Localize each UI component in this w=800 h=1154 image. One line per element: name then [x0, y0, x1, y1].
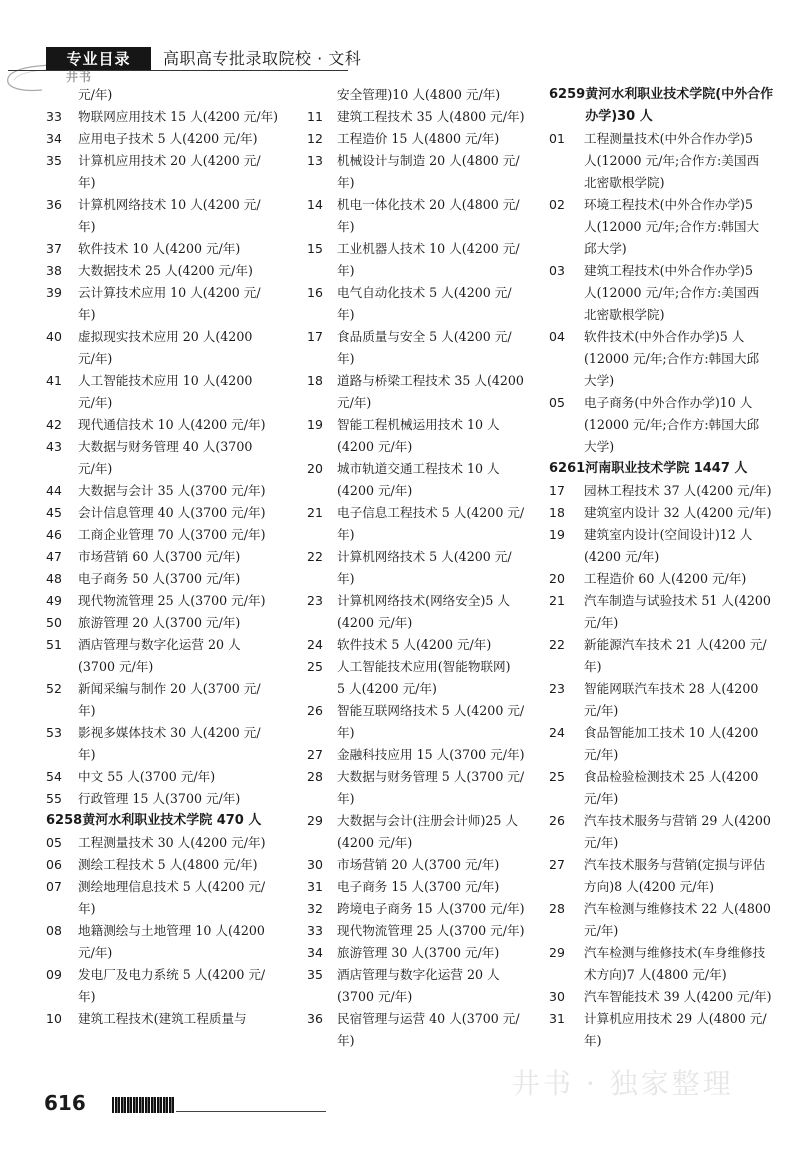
program-code: 19: [549, 527, 565, 542]
school-heading: [46, 810, 281, 832]
program-code: 23: [307, 593, 323, 608]
list-item: [307, 458, 529, 502]
program-code: 32: [307, 901, 323, 916]
program-text: 元/年): [78, 87, 113, 102]
program-text: 现代物流管理 25 人(3700 元/年): [337, 923, 525, 938]
list-item: [549, 194, 781, 260]
program-text: 道路与桥梁工程技术 35 人(4200 元/年): [337, 373, 524, 410]
program-code: [307, 84, 337, 106]
program-code: 35: [46, 153, 62, 168]
program-text: 汽车技术服务与营销(定损与评估 方向)8 人(4200 元/年): [584, 857, 766, 894]
list-item: [46, 854, 281, 876]
program-code: 11: [307, 109, 323, 124]
program-text: 城市轨道交通工程技术 10 人 (4200 元/年): [337, 461, 500, 498]
list-item: [46, 590, 281, 612]
program-text: 民宿管理与运营 40 人(3700 元/ 年): [337, 1011, 520, 1048]
list-item: [46, 502, 281, 524]
program-code: 47: [46, 549, 62, 564]
program-code: 46: [46, 527, 62, 542]
program-code: 41: [46, 373, 62, 388]
program-text: 建筑室内设计 32 人(4200 元/年): [584, 505, 772, 520]
list-item: [307, 854, 529, 876]
list-item: [46, 568, 281, 590]
program-code: 25: [307, 659, 323, 674]
list-item: [307, 590, 529, 634]
program-text: 大数据与财务管理 40 人(3700 元/年): [78, 439, 253, 476]
list-item: [307, 920, 529, 942]
list-item: [46, 260, 281, 282]
program-text: 酒店管理与数字化运营 20 人 (3700 元/年): [337, 967, 500, 1004]
program-text: 大数据与会计 35 人(3700 元/年): [78, 483, 266, 498]
program-text: 汽车智能技术 39 人(4200 元/年): [584, 989, 772, 1004]
program-code: 48: [46, 571, 62, 586]
list-item: [307, 84, 529, 106]
list-item: [46, 1008, 281, 1030]
program-text: 工程测量技术(中外合作办学)5 人(12000 元/年;合作方:美国西 北密歇根学院): [584, 131, 760, 190]
list-item: [549, 524, 781, 568]
program-text: 现代通信技术 10 人(4200 元/年): [78, 417, 266, 432]
list-item: [307, 326, 529, 370]
section-subtitle: 高职高专批录取院校 · 文科: [163, 49, 362, 68]
program-text: 计算机应用技术 29 人(4800 元/ 年): [584, 1011, 767, 1048]
list-item: [46, 920, 281, 964]
program-code: 24: [549, 725, 565, 740]
program-code: 33: [46, 109, 62, 124]
list-item: [307, 810, 529, 854]
program-code: 25: [549, 769, 565, 784]
list-item: [46, 282, 281, 326]
program-code: 36: [307, 1011, 323, 1026]
list-item: [46, 150, 281, 194]
program-code: 37: [46, 241, 62, 256]
list-item: [307, 150, 529, 194]
program-text: 市场营销 60 人(3700 元/年): [78, 549, 241, 564]
program-text: 机电一体化技术 20 人(4800 元/ 年): [337, 197, 520, 234]
list-item: [307, 964, 529, 1008]
program-code: 05: [549, 395, 565, 410]
program-text: 云计算技术应用 10 人(4200 元/ 年): [78, 285, 261, 322]
program-text: 工程测量技术 30 人(4200 元/年): [78, 835, 266, 850]
list-item: [549, 128, 781, 194]
school-heading: [549, 458, 781, 480]
school-code: 6258: [46, 813, 83, 828]
program-code: 29: [307, 813, 323, 828]
list-item: [307, 238, 529, 282]
program-code: 55: [46, 791, 62, 806]
program-code: 07: [46, 879, 62, 894]
program-text: 电子商务 15 人(3700 元/年): [337, 879, 500, 894]
program-code: 52: [46, 681, 62, 696]
program-code: 38: [46, 263, 62, 278]
program-text: 发电厂及电力系统 5 人(4200 元/ 年): [78, 967, 266, 1004]
list-item: [307, 282, 529, 326]
program-text: 酒店管理与数字化运营 20 人 (3700 元/年): [78, 637, 241, 674]
list-item: [46, 414, 281, 436]
program-code: 40: [46, 329, 62, 344]
page-number: 616: [44, 1091, 86, 1115]
program-text: 计算机应用技术 20 人(4200 元/ 年): [78, 153, 261, 190]
list-item: [46, 194, 281, 238]
list-item: [307, 876, 529, 898]
program-text: 会计信息管理 40 人(3700 元/年): [78, 505, 266, 520]
list-item: [46, 766, 281, 788]
list-item: [549, 392, 781, 458]
program-text: 大数据与财务管理 5 人(3700 元/ 年): [337, 769, 525, 806]
list-item: [46, 238, 281, 260]
program-code: 26: [307, 703, 323, 718]
list-item: [46, 832, 281, 854]
program-text: 大数据与会计(注册会计师)25 人 (4200 元/年): [337, 813, 518, 850]
program-code: 43: [46, 439, 62, 454]
list-item: [46, 326, 281, 370]
school-code: 6261: [549, 461, 586, 476]
school-heading: [549, 84, 781, 128]
list-item: [307, 744, 529, 766]
program-code: 27: [307, 747, 323, 762]
program-text: 建筑工程技术 35 人(4800 元/年): [337, 109, 525, 124]
program-text: 电子商务 50 人(3700 元/年): [78, 571, 241, 586]
program-code: 44: [46, 483, 62, 498]
school-code: 6259: [549, 87, 586, 102]
list-item: [549, 568, 781, 590]
list-item: [549, 502, 781, 524]
program-text: 智能网联汽车技术 28 人(4200 元/年): [584, 681, 759, 718]
header-rule: [8, 70, 348, 71]
program-text: 新闻采编与制作 20 人(3700 元/ 年): [78, 681, 261, 718]
program-text: 软件技术(中外合作办学)5 人 (12000 元/年;合作方:韩国大邱 大学): [584, 329, 760, 388]
program-text: 汽车技术服务与营销 29 人(4200 元/年): [584, 813, 771, 850]
list-item: [549, 326, 781, 392]
program-text: 食品质量与安全 5 人(4200 元/ 年): [337, 329, 512, 366]
program-code: 04: [549, 329, 565, 344]
program-text: 市场营销 20 人(3700 元/年): [337, 857, 500, 872]
list-item: [46, 788, 281, 810]
program-text: 工程造价 15 人(4800 元/年): [337, 131, 500, 146]
program-code: 30: [549, 989, 565, 1004]
list-item: [307, 1008, 529, 1052]
program-code: 34: [46, 131, 62, 146]
list-item: [307, 656, 529, 700]
page-header: [0, 0, 800, 92]
list-item: [46, 964, 281, 1008]
brand-mark: 井书: [66, 70, 93, 84]
school-name: 河南职业技术学院 1447 人: [585, 461, 748, 476]
program-text: 建筑室内设计(空间设计)12 人 (4200 元/年): [584, 527, 753, 564]
program-code: 45: [46, 505, 62, 520]
program-text: 计算机网络技术 10 人(4200 元/ 年): [78, 197, 261, 234]
list-item: [307, 128, 529, 150]
program-code: 35: [307, 967, 323, 982]
program-code: 30: [307, 857, 323, 872]
list-item: [46, 678, 281, 722]
program-code: 28: [307, 769, 323, 784]
program-text: 工业机器人技术 10 人(4200 元/ 年): [337, 241, 520, 278]
program-code: 50: [46, 615, 62, 630]
program-code: 51: [46, 637, 62, 652]
list-item: [549, 678, 781, 722]
watermark: 井书 · 独家整理: [512, 1067, 734, 1100]
list-item: [307, 106, 529, 128]
list-item: [46, 370, 281, 414]
program-code: 18: [307, 373, 323, 388]
program-text: 软件技术 10 人(4200 元/年): [78, 241, 241, 256]
column-1: [46, 84, 281, 1030]
program-text: 汽车制造与试验技术 51 人(4200 元/年): [584, 593, 771, 630]
program-text: 建筑工程技术(建筑工程质量与: [78, 1011, 247, 1026]
program-text: 测绘工程技术 5 人(4800 元/年): [78, 857, 258, 872]
program-text: 中文 55 人(3700 元/年): [78, 769, 216, 784]
column-3: [549, 84, 781, 1052]
list-item: [46, 106, 281, 128]
program-text: 人工智能技术应用(智能物联网) 5 人(4200 元/年): [337, 659, 511, 696]
program-code: 36: [46, 197, 62, 212]
list-item: [549, 898, 781, 942]
list-item: [549, 480, 781, 502]
program-text: 机械设计与制造 20 人(4800 元/ 年): [337, 153, 520, 190]
program-text: 计算机网络技术(网络安全)5 人 (4200 元/年): [337, 593, 510, 630]
program-code: 31: [307, 879, 323, 894]
program-code: 27: [549, 857, 565, 872]
program-code: 19: [307, 417, 323, 432]
list-item: [46, 546, 281, 568]
program-text: 食品检验检测技术 25 人(4200 元/年): [584, 769, 759, 806]
list-item: [307, 502, 529, 546]
list-item: [46, 84, 281, 106]
list-item: [46, 480, 281, 502]
program-code: 20: [307, 461, 323, 476]
list-item: [307, 370, 529, 414]
program-text: 现代物流管理 25 人(3700 元/年): [78, 593, 266, 608]
list-item: [307, 546, 529, 590]
program-code: 15: [307, 241, 323, 256]
program-code: 01: [549, 131, 565, 146]
program-code: 20: [549, 571, 565, 586]
school-name: 黄河水利职业技术学院(中外合作 办学)30 人: [585, 87, 774, 124]
program-code: 17: [307, 329, 323, 344]
list-item: [46, 634, 281, 678]
program-code: 12: [307, 131, 323, 146]
program-code: 03: [549, 263, 565, 278]
program-text: 软件技术 5 人(4200 元/年): [337, 637, 492, 652]
program-text: 安全管理)10 人(4800 元/年): [337, 87, 501, 102]
program-code: 09: [46, 967, 62, 982]
program-code: 18: [549, 505, 565, 520]
program-text: 汽车检测与维修技术(车身维修技 术方向)7 人(4800 元/年): [584, 945, 766, 982]
program-text: 汽车检测与维修技术 22 人(4800 元/年): [584, 901, 771, 938]
program-code: 17: [549, 483, 565, 498]
list-item: [307, 766, 529, 810]
list-item: [549, 810, 781, 854]
program-text: 影视多媒体技术 30 人(4200 元/ 年): [78, 725, 261, 762]
program-code: 10: [46, 1011, 62, 1026]
program-text: 电子商务(中外合作办学)10 人 (12000 元/年;合作方:韩国大邱 大学): [584, 395, 760, 454]
program-code: 49: [46, 593, 62, 608]
program-text: 园林工程技术 37 人(4200 元/年): [584, 483, 772, 498]
program-code: 02: [549, 197, 565, 212]
list-item: [307, 414, 529, 458]
program-code: 54: [46, 769, 62, 784]
program-text: 工商企业管理 70 人(3700 元/年): [78, 527, 266, 542]
program-text: 测绘地理信息技术 5 人(4200 元/ 年): [78, 879, 266, 916]
program-text: 工程造价 60 人(4200 元/年): [584, 571, 747, 586]
program-text: 电气自动化技术 5 人(4200 元/ 年): [337, 285, 512, 322]
footer-rule: [176, 1111, 326, 1112]
program-text: 旅游管理 30 人(3700 元/年): [337, 945, 500, 960]
program-code: 29: [549, 945, 565, 960]
program-code: 22: [549, 637, 565, 652]
program-text: 电子信息工程技术 5 人(4200 元/ 年): [337, 505, 525, 542]
program-text: 人工智能技术应用 10 人(4200 元/年): [78, 373, 253, 410]
program-text: 建筑工程技术(中外合作办学)5 人(12000 元/年;合作方:美国西 北密歇根学院): [584, 263, 760, 322]
program-text: 环境工程技术(中外合作办学)5 人(12000 元/年;合作方:韩国大 邱大学): [584, 197, 760, 256]
list-item: [307, 634, 529, 656]
program-text: 金融科技应用 15 人(3700 元/年): [337, 747, 525, 762]
program-code: 42: [46, 417, 62, 432]
program-code: 22: [307, 549, 323, 564]
list-item: [549, 722, 781, 766]
program-code: 24: [307, 637, 323, 652]
program-text: 旅游管理 20 人(3700 元/年): [78, 615, 241, 630]
list-item: [549, 590, 781, 634]
list-item: [549, 986, 781, 1008]
list-item: [549, 1008, 781, 1052]
column-2: [307, 84, 529, 1052]
list-item: [549, 260, 781, 326]
program-code: 23: [549, 681, 565, 696]
list-item: [46, 524, 281, 546]
list-item: [549, 766, 781, 810]
program-code: 26: [549, 813, 565, 828]
program-code: 28: [549, 901, 565, 916]
program-code: 16: [307, 285, 323, 300]
program-code: 14: [307, 197, 323, 212]
program-text: 智能工程机械运用技术 10 人 (4200 元/年): [337, 417, 500, 454]
program-code: 21: [549, 593, 565, 608]
program-text: 大数据技术 25 人(4200 元/年): [78, 263, 253, 278]
list-item: [46, 722, 281, 766]
list-item: [307, 942, 529, 964]
list-item: [307, 194, 529, 238]
list-item: [549, 854, 781, 898]
list-item: [46, 128, 281, 150]
list-item: [307, 898, 529, 920]
program-text: 虚拟现实技术应用 20 人(4200 元/年): [78, 329, 253, 366]
list-item: [549, 634, 781, 678]
program-text: 行政管理 15 人(3700 元/年): [78, 791, 241, 806]
school-name: 黄河水利职业技术学院 470 人: [82, 813, 262, 828]
program-text: 新能源汽车技术 21 人(4200 元/ 年): [584, 637, 767, 674]
program-text: 物联网应用技术 15 人(4200 元/年): [78, 109, 279, 124]
program-text: 应用电子技术 5 人(4200 元/年): [78, 131, 258, 146]
program-text: 食品智能加工技术 10 人(4200 元/年): [584, 725, 759, 762]
list-item: [307, 700, 529, 744]
list-item: [46, 436, 281, 480]
program-code: 31: [549, 1011, 565, 1026]
program-code: 39: [46, 285, 62, 300]
program-code: 33: [307, 923, 323, 938]
program-code: [46, 84, 78, 106]
program-code: 53: [46, 725, 62, 740]
program-code: 34: [307, 945, 323, 960]
list-item: [46, 876, 281, 920]
program-code: 06: [46, 857, 62, 872]
program-code: 13: [307, 153, 323, 168]
program-text: 跨境电子商务 15 人(3700 元/年): [337, 901, 525, 916]
list-item: [46, 612, 281, 634]
list-item: [549, 942, 781, 986]
barcode-decoration-icon: [112, 1097, 174, 1113]
program-text: 智能互联网络技术 5 人(4200 元/ 年): [337, 703, 525, 740]
program-code: 21: [307, 505, 323, 520]
program-code: 08: [46, 923, 62, 938]
program-text: 地籍测绘与土地管理 10 人(4200 元/年): [78, 923, 265, 960]
program-text: 计算机网络技术 5 人(4200 元/ 年): [337, 549, 512, 586]
program-code: 05: [46, 835, 62, 850]
section-tag: 专业目录: [46, 47, 151, 71]
